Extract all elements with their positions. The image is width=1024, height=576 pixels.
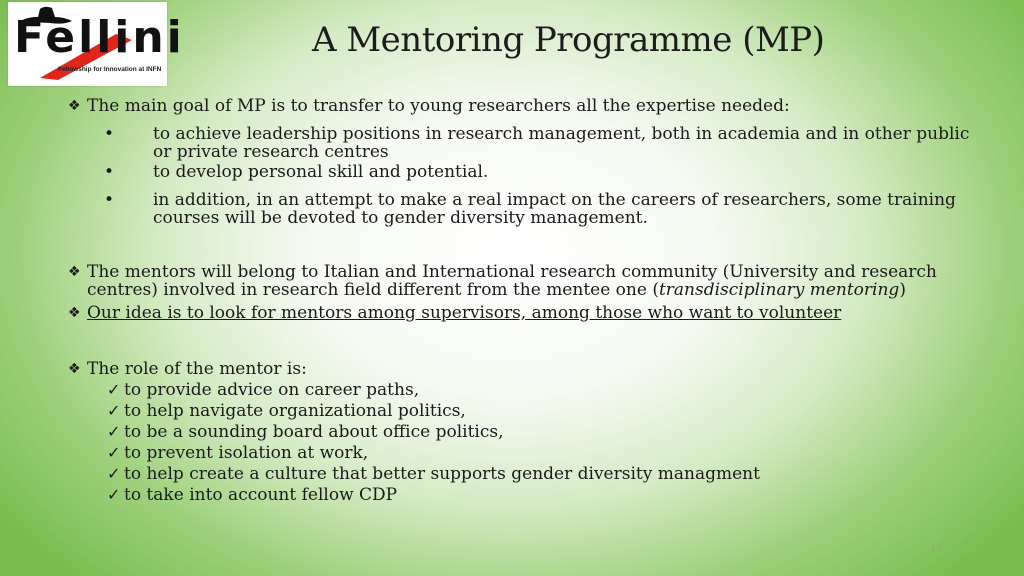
goal-bullet-3: in addition, in an attempt to make a real impact on the careers of researchers, some training courses will be devoted to gender diversity management. (153, 190, 956, 228)
slide-body (68, 97, 988, 504)
bullet-icon: • (104, 124, 115, 144)
bullet-icon: • (104, 162, 115, 182)
list-item (68, 465, 988, 483)
goal-paragraph (68, 97, 988, 115)
logo-wordmark: Fellini (14, 12, 185, 63)
role-item-2: to help navigate organizational politics, (124, 401, 466, 421)
list-item (68, 163, 988, 181)
check-icon: ✓ (107, 464, 121, 483)
fellini-logo (8, 2, 185, 86)
role-item-4: to prevent isolation at work, (124, 443, 369, 463)
list-item (68, 381, 988, 399)
idea-paragraph (68, 304, 988, 322)
diamond-bullet-icon: ❖ (68, 361, 81, 377)
check-icon: ✓ (107, 401, 121, 420)
mentors-text-end: ) (899, 280, 906, 300)
mentors-italic: transdisciplinary mentoring (658, 280, 900, 300)
goal-bullet-1: to achieve leadership positions in research management, both in academia and in other public or private research centres (153, 124, 970, 162)
role-intro: The role of the mentor is: (87, 359, 307, 379)
check-icon: ✓ (107, 380, 121, 399)
check-icon: ✓ (107, 443, 121, 462)
diamond-bullet-icon: ❖ (68, 305, 81, 321)
idea-text: Our idea is to look for mentors among supervisors, among those who want to volunteer (87, 303, 842, 323)
role-item-1: to provide advice on career paths, (124, 380, 420, 400)
role-paragraph (68, 360, 988, 378)
role-item-5: to help create a culture that better supports gender diversity managment (124, 464, 760, 484)
mentors-text: The mentors will belong to Italian and International research community (University and research centres) involved in research field different from the mentee one ( (87, 262, 937, 300)
list-item (68, 486, 988, 504)
list-item (68, 125, 988, 161)
check-icon: ✓ (107, 422, 121, 441)
page-title: A Mentoring Programme (MP) (312, 20, 825, 60)
list-item (68, 191, 988, 227)
check-icon: ✓ (107, 485, 121, 504)
role-item-6: to take into account fellow CDP (124, 485, 398, 505)
mentors-paragraph (68, 263, 988, 299)
list-item (68, 444, 988, 462)
role-item-3: to be a sounding board about office politics, (124, 422, 504, 442)
list-item (68, 423, 988, 441)
bullet-icon: • (104, 190, 115, 210)
logo-subtitle: Fellowship for Innovation at INFN (58, 66, 162, 73)
list-item (68, 402, 988, 420)
goal-intro: The main goal of MP is to transfer to young researchers all the expertise needed: (87, 96, 790, 116)
page-number: 16 (929, 541, 945, 555)
diamond-bullet-icon: ❖ (68, 264, 81, 280)
goal-bullet-2: to develop personal skill and potential. (153, 162, 489, 182)
diamond-bullet-icon: ❖ (68, 98, 81, 114)
